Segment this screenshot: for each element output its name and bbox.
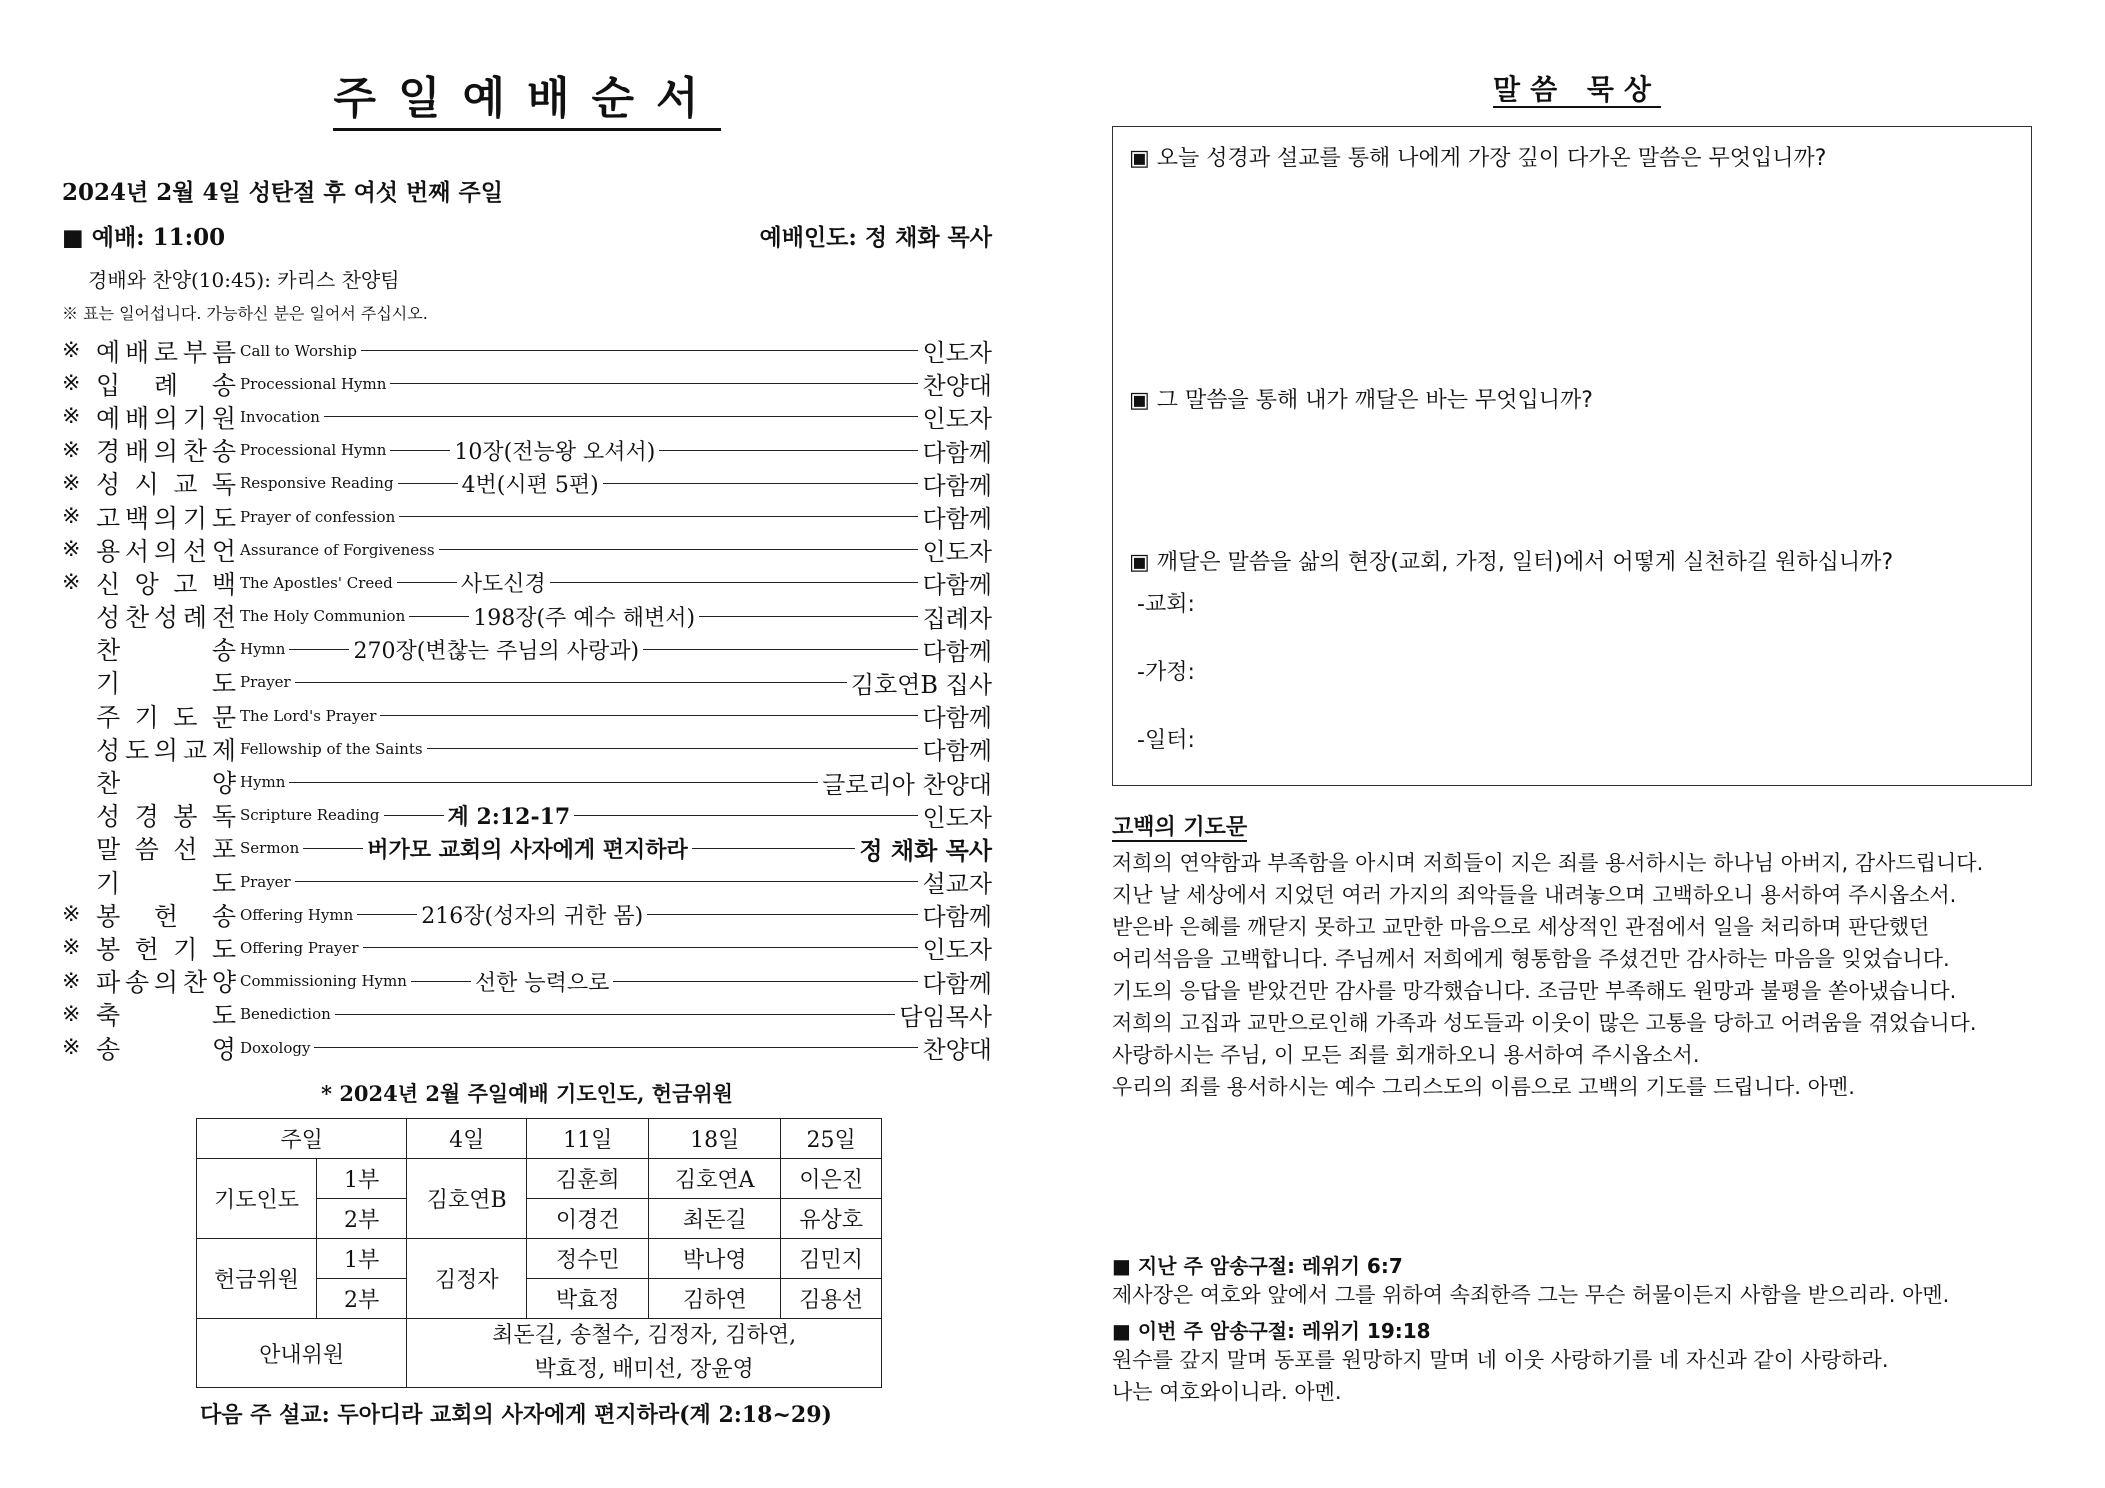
order-item-name — [96, 333, 236, 369]
order-item-english: Offering Hymn — [240, 905, 354, 924]
order-item-name-char: 헌 — [134, 934, 159, 964]
meditation-box — [1112, 126, 2032, 786]
order-item-name-char: 선 — [182, 536, 208, 566]
table-cell: 최돈길 — [649, 1199, 781, 1239]
standing-mark: ※ — [62, 968, 81, 994]
confession-line: 받은바 은혜를 깨닫지 못하고 교만한 마음으로 세상적인 관점에서 일을 처리하며 판단했던 — [1112, 915, 1930, 939]
order-item-name-char: 양 — [211, 769, 236, 799]
table-cell: 김호연A — [649, 1159, 781, 1199]
order-item-leader: 인도자 — [922, 538, 992, 567]
standing-mark: ※ — [62, 470, 81, 496]
table-row — [197, 1119, 882, 1159]
order-item-name-char: 예 — [96, 337, 121, 367]
order-item-leader: 다함께 — [922, 737, 992, 766]
table-cell: 헌금위원 — [197, 1239, 317, 1319]
order-item — [62, 699, 992, 732]
worship-order-page — [62, 0, 992, 1488]
standing-mark: ※ — [62, 902, 81, 928]
order-item-name-char: 앙 — [134, 569, 159, 599]
order-item — [62, 500, 992, 533]
leader-line — [603, 483, 919, 484]
order-item-name-char: 기 — [96, 669, 121, 699]
order-item-name-char: 선 — [173, 835, 198, 865]
standing-mark: ※ — [62, 371, 81, 397]
order-item-leader: 다함께 — [922, 471, 992, 500]
table-cell: 김호연B — [407, 1159, 527, 1239]
table-cell: 김민지 — [781, 1239, 882, 1279]
order-item-name-char: 찬 — [182, 968, 208, 998]
order-item-name-char: 경 — [134, 802, 159, 832]
leader-line — [397, 582, 457, 583]
table-cell: 2부 — [317, 1199, 407, 1239]
table-header: 4일 — [407, 1119, 527, 1159]
order-item-english: The Lord's Prayer — [240, 706, 377, 725]
order-item-leader: 인도자 — [922, 803, 992, 832]
order-item-english: Prayer — [240, 872, 291, 891]
next-sermon: 다음 주 설교: 두아디라 교회의 사자에게 편지하라(계 2:18~29) — [200, 1402, 832, 1429]
order-item-leader: 찬양대 — [922, 1036, 992, 1065]
table-cell: 안내위원 — [197, 1319, 407, 1388]
service-time: ■ 예배: 11:00 — [62, 224, 226, 251]
table-cell: 정수민 — [527, 1239, 649, 1279]
order-item-name-char: 기 — [134, 702, 159, 732]
schedule-title: * 2024년 2월 주일예배 기도인도, 헌금위원 — [321, 1081, 733, 1107]
order-item-detail: 216장(성자의 귀한 몸) — [421, 904, 644, 930]
order-item-name-char: 찬 — [96, 769, 121, 799]
table-row — [197, 1239, 882, 1279]
order-item-english: Benediction — [240, 1005, 331, 1024]
question-3: ▣ 깨달은 말씀을 삶의 현장(교회, 가정, 일터)에서 어떻게 실천하길 원하십니까? — [1129, 550, 1894, 575]
order-item-name-char: 백 — [124, 503, 150, 533]
order-item-detail: 198장(주 예수 해변서) — [473, 605, 696, 631]
order-item-name — [96, 631, 236, 667]
leader-line — [659, 450, 918, 451]
order-item-english: Processional Hymn — [240, 374, 387, 393]
table-cell: 2부 — [317, 1279, 407, 1319]
order-item-leader: 다함께 — [922, 637, 992, 666]
order-item — [62, 467, 992, 500]
order-item — [62, 732, 992, 765]
order-item — [62, 666, 992, 699]
leader-line — [398, 483, 458, 484]
leader-line — [357, 914, 417, 915]
order-item-detail: 270장(변찮는 주님의 사랑과) — [353, 638, 640, 664]
order-item-name-char: 봉 — [96, 934, 121, 964]
order-item-name-char: 포 — [211, 835, 236, 865]
order-item-name-char: 성 — [96, 470, 121, 500]
order-item-name-char: 의 — [153, 968, 179, 998]
order-item-name — [96, 532, 236, 568]
confession-line: 지난 날 세상에서 지었던 여러 가지의 죄악들을 내려놓으며 고백하오니 용서하여 주시옵소서. — [1112, 883, 1957, 907]
order-item-name — [96, 366, 236, 402]
order-item-english: Scripture Reading — [240, 806, 380, 825]
order-item-name — [96, 598, 236, 634]
order-item — [62, 865, 992, 898]
order-item — [62, 765, 992, 798]
order-item-name-char: 교 — [182, 735, 208, 765]
order-item-name-char: 양 — [211, 968, 236, 998]
date-line: 2024년 2월 4일 성탄절 후 여섯 번째 주일 — [62, 179, 503, 206]
leader-line — [574, 815, 918, 816]
order-item-name-char: 찬 — [124, 603, 150, 633]
order-item-name-char: 독 — [211, 802, 236, 832]
order-item-name-char: 도 — [211, 669, 236, 699]
leader-line — [363, 947, 919, 948]
table-cell: 유상호 — [781, 1199, 882, 1239]
leader-line — [335, 1014, 895, 1015]
confession-title: 고백의 기도문 — [1112, 814, 1248, 840]
order-item-leader: 다함께 — [922, 704, 992, 733]
order-item-name-char: 송 — [211, 636, 236, 666]
leader-line — [384, 815, 444, 816]
order-item-name — [96, 664, 236, 700]
standing-mark: ※ — [62, 404, 81, 430]
this-week-verse-text-1: 원수를 갚지 말며 동포를 원망하지 말며 네 이웃 사랑하기를 네 자신과 같이 사랑하라. — [1112, 1348, 1889, 1372]
leader-line — [289, 649, 349, 650]
order-item — [62, 1031, 992, 1064]
order-item-leader: 담임목사 — [899, 1002, 992, 1031]
order-item-name — [96, 731, 236, 767]
order-item — [62, 799, 992, 832]
order-item-name — [96, 432, 236, 468]
order-item-name-char: 파 — [96, 968, 121, 998]
order-item-name — [96, 930, 236, 966]
this-week-verse-heading: ■ 이번 주 암송구절: 레위기 19:18 — [1112, 1319, 1431, 1343]
order-item-leader: 인도자 — [922, 936, 992, 965]
order-item-detail: 계 2:12-17 — [447, 803, 571, 830]
order-item-name-char: 주 — [96, 702, 121, 732]
order-item-leader: 다함께 — [922, 505, 992, 534]
confession-line: 기도의 응답을 받았건만 감사를 망각했습니다. 조금만 부족해도 원망과 불평을 쏟아냈습니다. — [1112, 979, 1957, 1003]
question-2: ▣ 그 말씀을 통해 내가 깨달은 바는 무엇입니까? — [1129, 388, 1593, 413]
leader-line — [303, 848, 363, 849]
order-item-name-char: 교 — [173, 470, 198, 500]
order-item-english: Doxology — [240, 1038, 311, 1057]
order-item-name — [96, 897, 236, 933]
order-item-name-char: 성 — [153, 603, 179, 633]
standing-mark: ※ — [62, 1035, 81, 1061]
memory-verses — [1112, 1250, 2042, 1408]
order-item-name-char: 의 — [153, 437, 179, 467]
order-item-name-char: 고 — [96, 503, 121, 533]
order-item-name-char: 례 — [182, 603, 208, 633]
order-item-name-char: 찬 — [96, 636, 121, 666]
worship-leader: 예배인도: 정 채화 목사 — [759, 224, 992, 251]
table-row — [197, 1159, 882, 1199]
order-item-name-char: 배 — [124, 403, 150, 433]
order-item-name-char: 송 — [96, 1034, 121, 1064]
last-week-verse-text: 제사장은 여호와 앞에서 그를 위하여 속죄한즉 그는 무슨 허물이든지 사함을 받으리라. 아멘. — [1112, 1283, 1950, 1307]
order-item-name-char: 봉 — [96, 901, 121, 931]
order-item-name-char: 기 — [173, 934, 198, 964]
standing-mark: ※ — [62, 570, 81, 596]
order-item-name-char: 신 — [96, 569, 121, 599]
order-item-english: Hymn — [240, 640, 286, 659]
confession-text — [1112, 847, 2042, 1103]
leader-line — [647, 914, 918, 915]
confession-line: 어리석음을 고백합니다. 주님께서 저희에게 형통함을 주셨건만 감사하는 마음을 잊었습니다. — [1112, 947, 1950, 971]
order-item-name-char: 성 — [96, 735, 121, 765]
order-item-leader: 설교자 — [922, 870, 992, 899]
order-of-service — [62, 334, 992, 1064]
order-item-name — [96, 1030, 236, 1066]
leader-line — [390, 450, 450, 451]
leader-line — [361, 350, 918, 351]
order-item-leader: 정 채화 목사 — [859, 835, 992, 865]
worship-order-title: 주일예배순서 — [333, 73, 720, 131]
table-header: 주일 — [197, 1119, 407, 1159]
order-item-name-char: 입 — [96, 370, 121, 400]
service-line — [62, 219, 992, 252]
order-item-english: Prayer of confession — [240, 507, 396, 526]
question-1: ▣ 오늘 성경과 설교를 통해 나에게 가장 깊이 다가온 말씀은 무엇입니까? — [1129, 146, 1827, 171]
order-item-leader: 다함께 — [922, 903, 992, 932]
leader-line — [613, 981, 918, 982]
order-item — [62, 334, 992, 367]
order-item-name-char: 말 — [96, 835, 121, 865]
order-item-name — [96, 764, 236, 800]
leader-line — [295, 881, 919, 882]
table-cell: 김용선 — [781, 1279, 882, 1319]
meditation-title: 말씀 묵상 — [1493, 73, 1661, 106]
order-item-leader: 집례자 — [922, 604, 992, 633]
order-item-name-char: 고 — [173, 569, 198, 599]
table-cell: 박나영 — [649, 1239, 781, 1279]
order-item-english: Processional Hymn — [240, 441, 387, 460]
table-header: 18일 — [649, 1119, 781, 1159]
last-week-verse-heading: ■ 지난 주 암송구절: 레위기 6:7 — [1112, 1254, 1403, 1278]
order-item — [62, 533, 992, 566]
order-item-name-char: 영 — [211, 1034, 236, 1064]
order-item-name-char: 성 — [96, 802, 121, 832]
order-item-name — [96, 399, 236, 435]
leader-line — [390, 383, 918, 384]
leader-line — [427, 748, 919, 749]
order-item-name-char: 성 — [96, 603, 121, 633]
leader-line — [439, 549, 919, 550]
order-item-english: Commissioning Hymn — [240, 972, 407, 991]
order-item-name-char: 문 — [211, 702, 236, 732]
table-header: 25일 — [781, 1119, 882, 1159]
table-cell: 1부 — [317, 1239, 407, 1279]
order-item — [62, 931, 992, 964]
order-item-name-char: 찬 — [182, 437, 208, 467]
order-item — [62, 367, 992, 400]
order-item-leader: 글로리아 찬양대 — [822, 770, 992, 799]
order-item — [62, 633, 992, 666]
order-item-name-char: 도 — [173, 702, 198, 732]
leader-line — [399, 516, 918, 517]
order-item-english: The Apostles' Creed — [240, 573, 393, 592]
order-item-name-char: 경 — [96, 437, 121, 467]
standing-mark: ※ — [62, 1001, 81, 1027]
order-item-name-char: 송 — [211, 370, 236, 400]
order-item-name-char: 백 — [211, 569, 236, 599]
table-cell: 1부 — [317, 1159, 407, 1199]
order-item-name — [96, 996, 236, 1032]
order-item — [62, 434, 992, 467]
order-item-name-char: 도 — [211, 1001, 236, 1031]
order-item-name-char: 봉 — [173, 802, 198, 832]
answer-home[interactable]: -가정: — [1137, 660, 1195, 685]
order-item — [62, 400, 992, 433]
order-item-leader: 다함께 — [922, 969, 992, 998]
order-item-name — [96, 465, 236, 501]
order-item — [62, 965, 992, 998]
order-item-english: Assurance of Forgiveness — [240, 540, 435, 559]
table-cell: 김훈희 — [527, 1159, 649, 1199]
table-cell: 이은진 — [781, 1159, 882, 1199]
order-item-name-char: 송 — [211, 437, 236, 467]
order-item-name-char: 서 — [124, 536, 150, 566]
order-item-name-char: 전 — [211, 603, 236, 633]
leader-line — [289, 782, 818, 783]
order-item-detail: 버가모 교회의 사자에게 편지하라 — [367, 836, 688, 863]
order-item-name-char: 도 — [211, 868, 236, 898]
order-item-english: The Holy Communion — [240, 607, 406, 626]
order-item-name-char: 의 — [153, 536, 179, 566]
order-item-name-char: 기 — [182, 403, 208, 433]
order-item-name-char: 독 — [211, 470, 236, 500]
confession-line: 우리의 죄를 용서하시는 예수 그리스도의 이름으로 고백의 기도를 드립니다. 아멘. — [1112, 1075, 1855, 1099]
table-cell: 김하연 — [649, 1279, 781, 1319]
table-header: 11일 — [527, 1119, 649, 1159]
order-item — [62, 898, 992, 931]
leader-line — [699, 616, 918, 617]
order-item-leader: 다함께 — [922, 438, 992, 467]
usher-names-line-2: 박효정, 배미선, 장윤영 — [534, 1357, 754, 1383]
confession-line: 저희의 연약함과 부족함을 아시며 저희들이 지은 죄를 용서하시는 하나님 아버지, 감사드립니다. — [1112, 851, 1984, 875]
order-item-english: Call to Worship — [240, 341, 357, 360]
order-item-name-char: 용 — [96, 536, 121, 566]
leader-line — [324, 416, 918, 417]
order-item-name-char: 의 — [153, 735, 179, 765]
standing-note: ※ 표는 일어섭니다. 가능하신 분은 일어서 주십시오. — [62, 304, 428, 323]
order-item-name-char: 언 — [211, 536, 236, 566]
leader-line — [295, 682, 847, 683]
order-item-name-char: 예 — [96, 403, 121, 433]
order-item-name-char: 송 — [124, 968, 150, 998]
answer-church[interactable]: -교회: — [1137, 592, 1195, 617]
answer-work[interactable]: -일터: — [1137, 728, 1195, 753]
leader-line — [692, 848, 856, 849]
usher-names-line-1: 최돈길, 송철수, 김정자, 김하연, — [492, 1323, 797, 1349]
order-item-name-char: 제 — [211, 735, 236, 765]
standing-mark: ※ — [62, 437, 81, 463]
table-cell: 기도인도 — [197, 1159, 317, 1239]
order-item-leader: 인도자 — [922, 339, 992, 368]
order-item-name-char: 송 — [211, 901, 236, 931]
order-item-name — [96, 864, 236, 900]
order-item — [62, 998, 992, 1031]
order-item-english: Hymn — [240, 773, 286, 792]
order-item-name — [96, 565, 236, 601]
order-item-name-char: 씀 — [134, 835, 159, 865]
order-item-english: Sermon — [240, 839, 300, 858]
leader-line — [411, 981, 471, 982]
standing-mark: ※ — [62, 504, 81, 530]
order-item-detail: 선한 능력으로 — [474, 970, 610, 996]
order-item-leader: 김호연B 집사 — [850, 670, 992, 699]
order-item-name — [96, 797, 236, 833]
leader-line — [409, 616, 469, 617]
order-item-detail: 10장(전능왕 오셔서) — [454, 439, 656, 465]
order-item-name-char: 배 — [124, 437, 150, 467]
confession-line: 저희의 고집과 교만으로인해 가족과 성도들과 이웃이 많은 고통을 당하고 어려움을 겪었습니다. — [1112, 1011, 1977, 1035]
order-item-leader: 다함께 — [922, 571, 992, 600]
order-item-name-char: 기 — [96, 868, 121, 898]
order-item-name-char: 배 — [124, 337, 150, 367]
leader-line — [314, 1047, 918, 1048]
order-item-name — [96, 963, 236, 999]
standing-mark: ※ — [62, 338, 81, 364]
order-item — [62, 832, 992, 865]
order-item-name-char: 도 — [211, 503, 236, 533]
order-item-english: Prayer — [240, 673, 291, 692]
table-cell: 이경건 — [527, 1199, 649, 1239]
table-cell: 김정자 — [407, 1239, 527, 1319]
order-item-name-char: 부 — [182, 337, 208, 367]
leader-line — [380, 715, 918, 716]
order-item-detail: 사도신경 — [460, 572, 546, 598]
order-item-english: Responsive Reading — [240, 474, 394, 493]
order-item-name — [96, 698, 236, 734]
this-week-verse-text-2: 나는 여호와이니라. 아멘. — [1112, 1380, 1342, 1404]
leader-line — [550, 582, 919, 583]
order-item-leader: 인도자 — [922, 405, 992, 434]
order-item-name-char: 도 — [211, 934, 236, 964]
meditation-page — [1112, 0, 2042, 1488]
order-item-name-char: 의 — [153, 403, 179, 433]
order-item-name-char: 시 — [134, 470, 159, 500]
order-item-leader: 찬양대 — [922, 372, 992, 401]
order-item-name-char: 의 — [153, 503, 179, 533]
confession-line: 사랑하시는 주님, 이 모든 죄를 회개하오니 용서하여 주시옵소서. — [1112, 1043, 1700, 1067]
order-item-name-char: 례 — [153, 370, 179, 400]
order-item-english: Invocation — [240, 407, 320, 426]
schedule-table — [196, 1118, 882, 1388]
order-item-name-char: 도 — [124, 735, 150, 765]
order-item — [62, 566, 992, 599]
order-item-name — [96, 830, 236, 866]
order-item-name-char: 헌 — [153, 901, 179, 931]
standing-mark: ※ — [62, 935, 81, 961]
order-item-detail: 4번(시편 5편) — [461, 472, 599, 498]
order-item-name-char: 름 — [211, 337, 236, 367]
standing-mark: ※ — [62, 537, 81, 563]
order-item — [62, 600, 992, 633]
order-item-english: Offering Prayer — [240, 938, 359, 957]
table-cell: 박효정 — [527, 1279, 649, 1319]
order-item-name-char: 기 — [182, 503, 208, 533]
order-item-name-char: 원 — [211, 403, 236, 433]
leader-line — [643, 649, 918, 650]
order-item-name-char: 축 — [96, 1001, 121, 1031]
order-item-english: Fellowship of the Saints — [240, 739, 423, 758]
order-item-name-char: 로 — [153, 337, 179, 367]
usher-names — [407, 1319, 882, 1388]
table-row — [197, 1319, 882, 1388]
order-item-name — [96, 499, 236, 535]
pre-service: 경배와 찬양(10:45): 카리스 찬양팀 — [88, 268, 400, 292]
